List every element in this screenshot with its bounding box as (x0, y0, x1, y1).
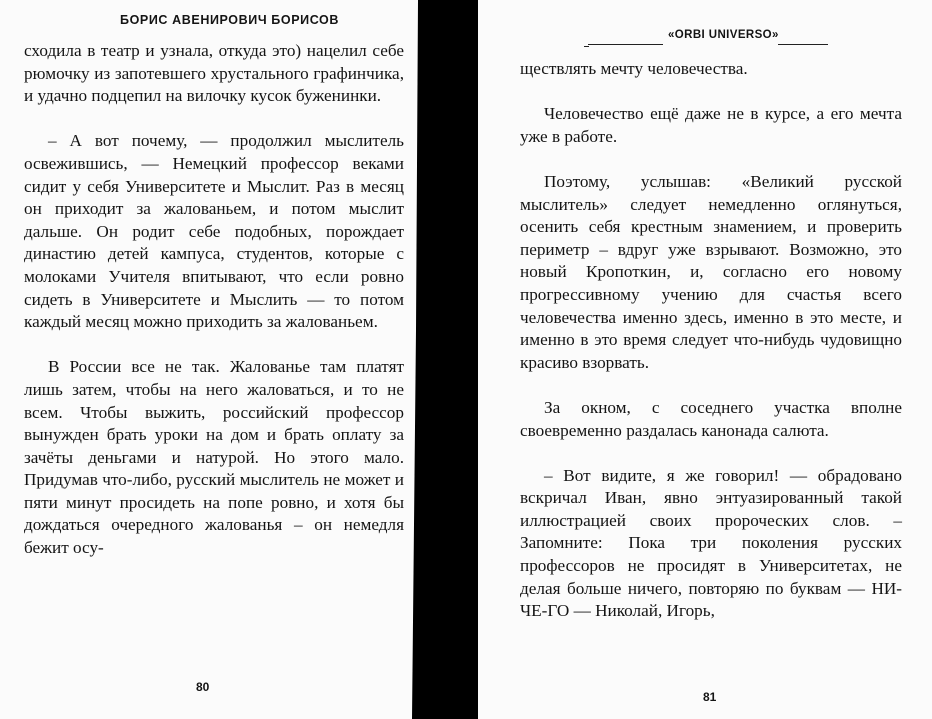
paragraph: сходила в театр и узнала, откуда это) нацелил себе рюмочку из запотевшего хрустального графинчика, и удачно подцепил на вилочку кусок буженинки. (24, 41, 404, 106)
running-header-left: БОРИС АВЕНИРОВИЧ БОРИСОВ (120, 13, 339, 27)
page-number-right: 81 (703, 690, 717, 704)
paragraph: Поэтому, услышав: «Великий русской мыслитель» следует немедленно оглянуться, осенить себя крестным знамением, и проверить периметр – вдруг уже взрывают. Возможно, это новый Кропоткин, и, согласно его новому прогрессивному учению для счастья всего человечества именно здесь, именно в это месте, и именно в это время следует что-нибудь чудовищно красиво взорвать. (520, 171, 902, 372)
paragraph: – А вот почему, — продолжил мыслитель освежившись, — Немецкий профессор веками сидит у себя Университете и Мыслит. Раз в месяц он приходит за жалованьем, и потом мыслит дальше. Он родит себе подобных, порождает династию детей кампуса, студентов, которые с молоками Учителя впитывают, что если ровно сидеть в Университете и Мыслить — то потом каждый месяц можно приходить за жалованьем. (24, 131, 404, 332)
right-page-body (520, 58, 902, 623)
page-number-left: 80 (196, 680, 210, 694)
header-rule-right (778, 44, 828, 45)
left-page-body (24, 40, 404, 560)
paragraph: В России все не так. Жалованье там платят лишь затем, чтобы на него жаловаться, и то не всем. Чтобы выжить, российский профессор вынужден брать уроки на дом и брать оплату за зачёты деньгами и натурой. Но этого мало. Придумав что-либо, русский мыслитель не может и пяти минут просидеть на попе ровно, и хотя бы дождаться очередного жалованья – он немедля бежит осу- (24, 357, 404, 558)
paragraph: – Вот видите, я же говорил! — обрадовано вскричал Иван, явно энтуазированный такой иллюстрацией своих пророческих слов. – Запомните: Пока три поколения русских профессоров не просидят в Университетах, не делая больше ничего, повторяю по буквам — НИ-ЧЕ-ГО — Николай, Игорь, (520, 465, 902, 621)
left-page (0, 0, 418, 719)
right-page (478, 0, 932, 719)
header-rule-left (588, 44, 663, 45)
running-header-right: «ORBI UNIVERSO» (668, 29, 779, 41)
book-gutter-shadow (412, 0, 484, 719)
paragraph: За окном, с соседнего участка вполне своевременно раздалась канонада салюта. (520, 397, 902, 440)
paragraph: ществлять мечту человечества. (520, 59, 748, 78)
paragraph: Человечество ещё даже не в курсе, а его мечта уже в работе. (520, 104, 902, 146)
header-dash (584, 46, 589, 47)
